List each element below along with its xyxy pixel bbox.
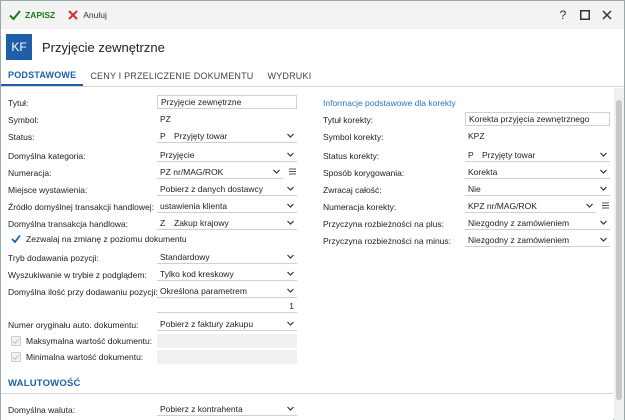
menu-icon[interactable]	[288, 166, 297, 177]
search-mode-value: Tylko kod kreskowy	[160, 268, 234, 279]
default-qty-select[interactable]	[157, 284, 297, 298]
chevron-down-icon	[273, 168, 280, 175]
numbering-select[interactable]	[157, 165, 283, 179]
title-input[interactable]: Przyjęcie zewnętrzne	[157, 95, 297, 109]
status-select[interactable]	[157, 129, 297, 143]
scrollbar-thumb[interactable]	[616, 100, 622, 400]
chevron-down-icon	[287, 270, 294, 277]
transaction-label: Domyślna transakcja handlowa:	[8, 219, 129, 229]
default-currency-label: Domyślna waluta:	[8, 405, 76, 415]
max-value-label: Maksymalna wartość dokumentu:	[26, 336, 153, 346]
reason-minus-select[interactable]	[465, 233, 610, 247]
corr-title-input[interactable]: Korekta przyjęcia zewnętrznego	[465, 112, 610, 126]
checkbox-disabled-icon	[11, 352, 21, 362]
command-bar	[1, 1, 624, 29]
category-value: Przyjęcie	[160, 149, 195, 160]
source-value: ustawienia klienta	[160, 200, 228, 211]
document-type-badge: KF	[6, 34, 32, 60]
save-label: ZAPISZ	[25, 10, 56, 20]
status-code: P	[160, 130, 166, 141]
return-all-label: Zwracaj całość:	[323, 185, 382, 195]
max-value-checkbox[interactable]	[11, 336, 152, 346]
cancel-button[interactable]	[65, 5, 109, 25]
section-divider	[1, 393, 613, 394]
corr-symbol-value: KPZ	[468, 131, 485, 141]
min-value-input	[157, 350, 297, 364]
status-label: Status:	[8, 132, 35, 142]
chevron-down-icon	[287, 202, 294, 209]
chevron-down-icon	[287, 320, 294, 327]
close-window-button[interactable]	[596, 5, 618, 25]
help-button[interactable]: ?	[559, 8, 567, 22]
chevron-down-icon	[287, 185, 294, 192]
corr-status-label: Status korekty:	[323, 151, 380, 161]
chevron-down-icon	[287, 151, 294, 158]
maximize-button[interactable]	[574, 5, 596, 25]
return-all-value: Nie	[468, 183, 481, 194]
corr-numbering-label: Numeracja korekty:	[323, 202, 397, 212]
reason-minus-label: Przyczyna rozbieżności na minus:	[323, 236, 452, 246]
title-label: Tytuł:	[8, 98, 29, 108]
default-qty-label: Domyślna ilość przy dodawaniu pozycji:	[8, 287, 158, 297]
orig-number-label: Numer oryginału auto. dokumentu:	[8, 320, 139, 330]
orig-number-select[interactable]	[157, 317, 297, 331]
chevron-down-icon	[287, 132, 294, 139]
chevron-down-icon	[600, 219, 607, 226]
transaction-select[interactable]	[157, 216, 297, 230]
menu-icon[interactable]	[601, 200, 610, 211]
chevron-down-icon	[600, 236, 607, 243]
allow-change-checkbox[interactable]	[11, 234, 187, 244]
tab-prices[interactable]: CENY I PRZELICZENIE DOKUMENTU	[90, 70, 254, 81]
reason-minus-value: Niezgodny z zamówieniem	[468, 234, 570, 245]
orig-number-value: Pobierz z faktury zakupu	[160, 318, 254, 329]
checkmark-icon	[11, 234, 21, 244]
transaction-code: Z	[160, 217, 166, 228]
min-value-checkbox[interactable]	[11, 352, 143, 362]
symbol-value: PZ	[160, 114, 171, 124]
source-label: Źródło domyślnej transakcji handlowej:	[8, 202, 154, 212]
default-qty-value: Określona parametrem	[160, 285, 247, 296]
reason-plus-label: Przyczyna rozbieżności na plus:	[323, 219, 444, 229]
reason-plus-select[interactable]	[465, 216, 610, 230]
corr-method-label: Sposób korygowania:	[323, 168, 405, 178]
corr-status-code: P	[468, 149, 474, 160]
min-value-label: Minimalna wartość dokumentu:	[26, 352, 144, 362]
tab-basic[interactable]: PODSTAWOWE	[1, 65, 83, 86]
transaction-value: Zakup krajowy	[174, 217, 229, 228]
numbering-label: Numeracja:	[8, 168, 52, 178]
place-label: Miejsce wystawienia:	[8, 185, 88, 195]
chevron-down-icon	[600, 185, 607, 192]
default-currency-value: Pobierz z kontrahenta	[160, 403, 243, 414]
chevron-down-icon	[287, 405, 294, 412]
chevron-down-icon	[600, 151, 607, 158]
return-all-select[interactable]	[465, 182, 610, 196]
chevron-down-icon	[287, 253, 294, 260]
corr-method-select[interactable]	[465, 165, 610, 179]
category-select[interactable]	[157, 148, 297, 162]
checkbox-disabled-icon	[11, 336, 21, 346]
tab-bar	[1, 65, 624, 87]
corr-symbol-label: Symbol korekty:	[323, 132, 384, 142]
corr-numbering-value: KPZ nr/MAG/ROK	[468, 200, 537, 211]
chevron-down-icon	[586, 202, 593, 209]
max-value-input	[157, 334, 297, 348]
corr-method-value: Korekta	[468, 166, 498, 177]
category-label: Domyślna kategoria:	[8, 151, 86, 161]
search-mode-select[interactable]	[157, 267, 297, 281]
symbol-label: Symbol:	[8, 115, 39, 125]
corr-status-select[interactable]	[465, 148, 610, 162]
status-value: Przyjęty towar	[174, 130, 228, 141]
tab-printouts[interactable]: WYDRUKI	[267, 70, 312, 81]
vertical-scrollbar[interactable]	[614, 88, 624, 420]
currency-section-heading: WALUTOWOŚĆ	[8, 378, 81, 389]
save-button[interactable]	[7, 5, 57, 25]
search-mode-label: Wyszukiwanie w trybie z podglądem:	[8, 270, 147, 280]
maximize-icon	[580, 10, 590, 20]
page-title: Przyjęcie zewnętrzne	[42, 39, 165, 55]
default-qty-input[interactable]: 1	[157, 299, 297, 313]
checkmark-icon	[9, 9, 21, 21]
source-select[interactable]	[157, 199, 297, 213]
chevron-down-icon	[287, 287, 294, 294]
reason-plus-value: Niezgodny z zamówieniem	[468, 217, 570, 228]
corr-numbering-select[interactable]	[465, 199, 596, 213]
correction-info-heading: Informacje podstawowe dla korekty	[323, 98, 456, 108]
chevron-down-icon	[287, 219, 294, 226]
document-header	[1, 29, 624, 65]
add-mode-label: Tryb dodawania pozycji:	[8, 253, 99, 263]
add-mode-value: Standardowy	[160, 251, 210, 262]
window-controls	[552, 5, 618, 25]
close-icon	[67, 9, 79, 21]
form-content	[1, 88, 613, 420]
add-mode-select[interactable]	[157, 250, 297, 264]
chevron-down-icon	[600, 168, 607, 175]
allow-change-label: Zezwalaj na zmianę z poziomu dokumentu	[26, 234, 187, 244]
cancel-label: Anuluj	[83, 10, 107, 20]
numbering-value: PZ nr/MAG/ROK	[160, 166, 224, 177]
place-value: Pobierz z danych dostawcy	[160, 183, 263, 194]
corr-title-label: Tytuł korekty:	[323, 115, 374, 125]
default-currency-select[interactable]	[157, 402, 297, 416]
close-window-icon	[602, 10, 612, 20]
place-select[interactable]	[157, 182, 297, 196]
corr-status-value: Przyjęty towar	[482, 149, 536, 160]
